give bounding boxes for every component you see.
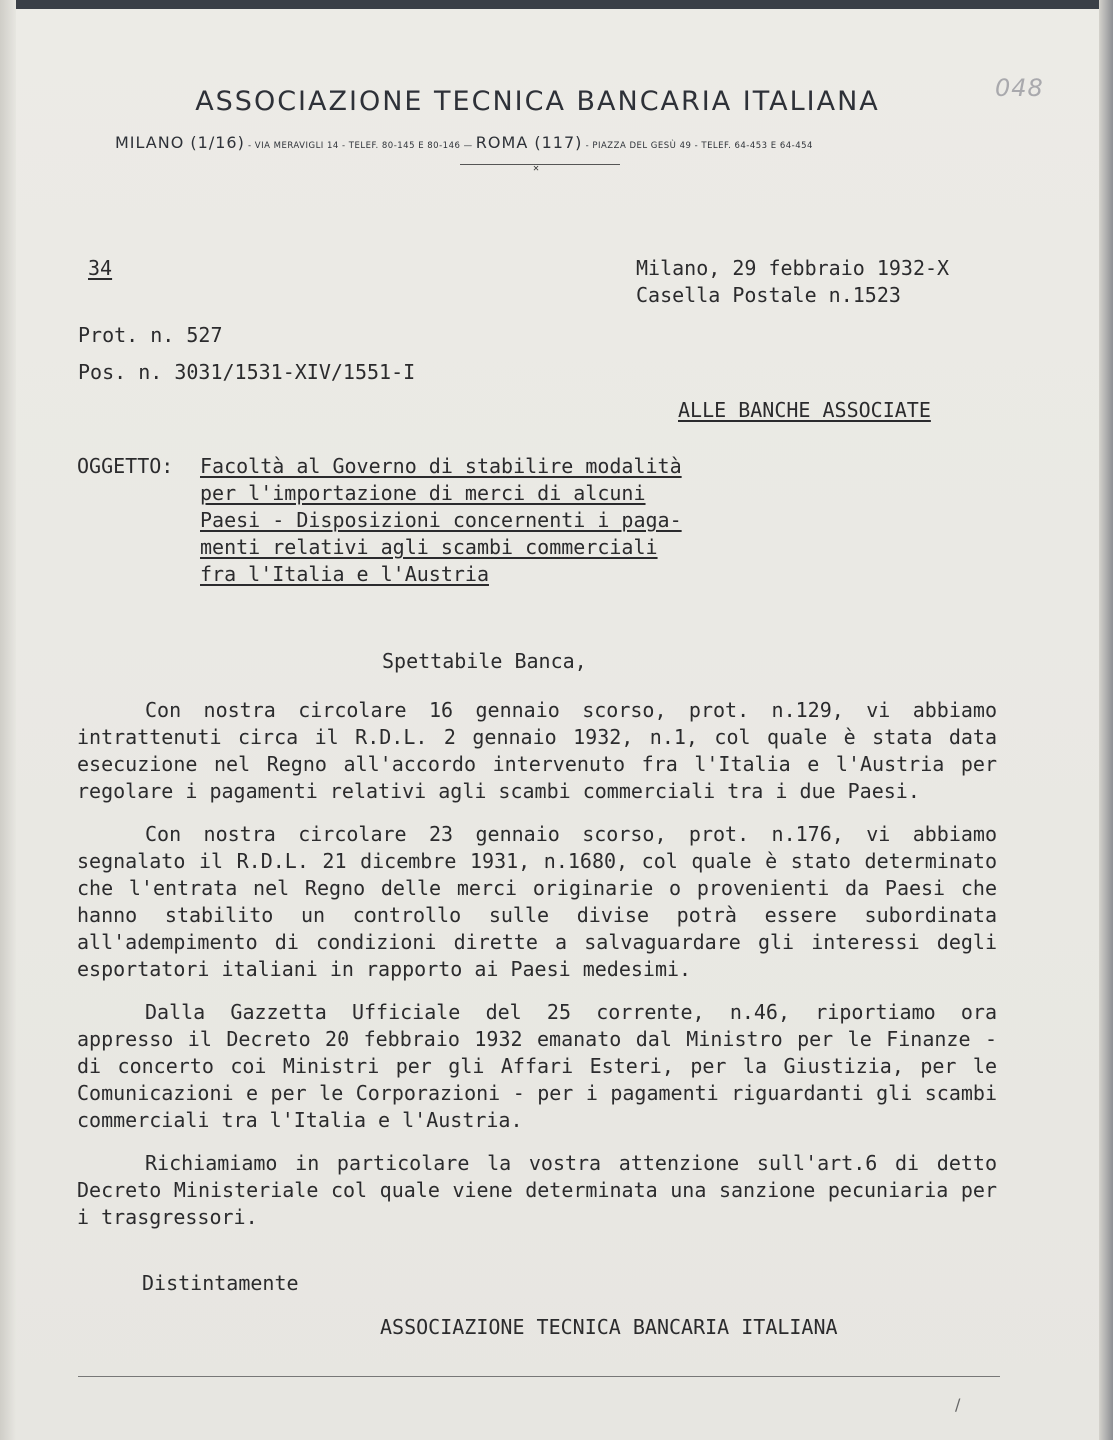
letterhead-divider	[460, 164, 620, 165]
reference-number: 34	[88, 256, 113, 280]
letter-body	[77, 697, 997, 1247]
letterhead-roma: ROMA (117)	[475, 133, 583, 152]
subject-line-2: per l'importazione di merci di alcuni	[200, 481, 646, 505]
subject-line-3: Paesi - Disposizioni concernenti i paga-	[200, 508, 682, 532]
protocol-number: Prot. n. 527	[78, 323, 223, 347]
letterhead-milano: MILANO (1/16)	[115, 133, 245, 152]
po-box: Casella Postale n.1523	[636, 283, 901, 307]
paragraph-4: Richiamiamo in particolare la vostra attenzione sull'art.6 di detto Decreto Ministeriale col quale viene determinata una sanzione pecuniaria per i trasgressori.	[77, 1151, 997, 1229]
letterhead-address	[115, 133, 985, 152]
position-number: Pos. n. 3031/1531-XIV/1551-I	[78, 360, 416, 384]
recipient: ALLE BANCHE ASSOCIATE	[678, 398, 931, 422]
scan-top-border	[0, 0, 1113, 9]
paragraph-2: Con nostra circolare 23 gennaio scorso, prot. n.176, vi abbiamo segnalato il R.D.L. 21 dicembre 1931, n.1680, col quale è stato determinato che l'entrata nel Regno delle merci originarie o provenienti da Paesi che hanno stabilito un controllo sulle divise potrà essere subordinata all'adempimento di condizioni dirette a salvaguardare gli interessi degli esportatori italiani in rapporto ai Paesi medesimi.	[77, 822, 997, 981]
subject-line-4: menti relativi agli scambi commerciali	[200, 535, 658, 559]
pencil-mark: /	[955, 1395, 961, 1414]
paragraph-3: Dalla Gazzetta Ufficiale del 25 corrente, n.46, riportiamo ora appresso il Decreto 20 febbraio 1932 emanato dal Ministro per le Finanze - di concerto coi Ministri per gli Affari Esteri, per la Giustizia, per le Comunicazioni e per le Corporazioni - per i pagamenti riguardanti gli scambi commerciali tra l'Italia e l'Austria.	[77, 1000, 997, 1132]
archive-number: 048	[995, 74, 1044, 102]
letterhead-milano-address: - VIA MERAVIGLI 14 - TELEF. 80-145 E 80-146 —	[248, 141, 473, 151]
scan-left-edge	[0, 0, 16, 1440]
bottom-rule	[78, 1376, 1000, 1377]
subject-line-1: Facoltà al Governo di stabilire modalità	[200, 454, 682, 478]
closing: Distintamente	[142, 1271, 299, 1295]
subject-label: OGGETTO:	[77, 454, 174, 478]
scan-right-edge	[1099, 0, 1113, 1440]
subject-line-5: fra l'Italia e l'Austria	[200, 562, 489, 586]
salutation: Spettabile Banca,	[382, 649, 587, 673]
paragraph-1: Con nostra circolare 16 gennaio scorso, prot. n.129, vi abbiamo intrattenuti circa il R.D.L. 2 gennaio 1932, n.1, col quale è stata data esecuzione nel Regno all'accordo intervenuto fra l'Italia e l'Austria per regolare i pagamenti relativi agli scambi commerciali tra i due Paesi.	[77, 698, 997, 803]
letterhead-roma-address: - PIAZZA DEL GESÙ 49 - TELEF. 64-453 E 64-454	[585, 141, 813, 151]
letterhead-star-icon: ✕	[533, 163, 540, 174]
letterhead-title: ASSOCIAZIONE TECNICA BANCARIA ITALIANA	[195, 86, 880, 117]
signature: ASSOCIAZIONE TECNICA BANCARIA ITALIANA	[380, 1315, 838, 1339]
place-date: Milano, 29 febbraio 1932-X	[636, 256, 950, 280]
